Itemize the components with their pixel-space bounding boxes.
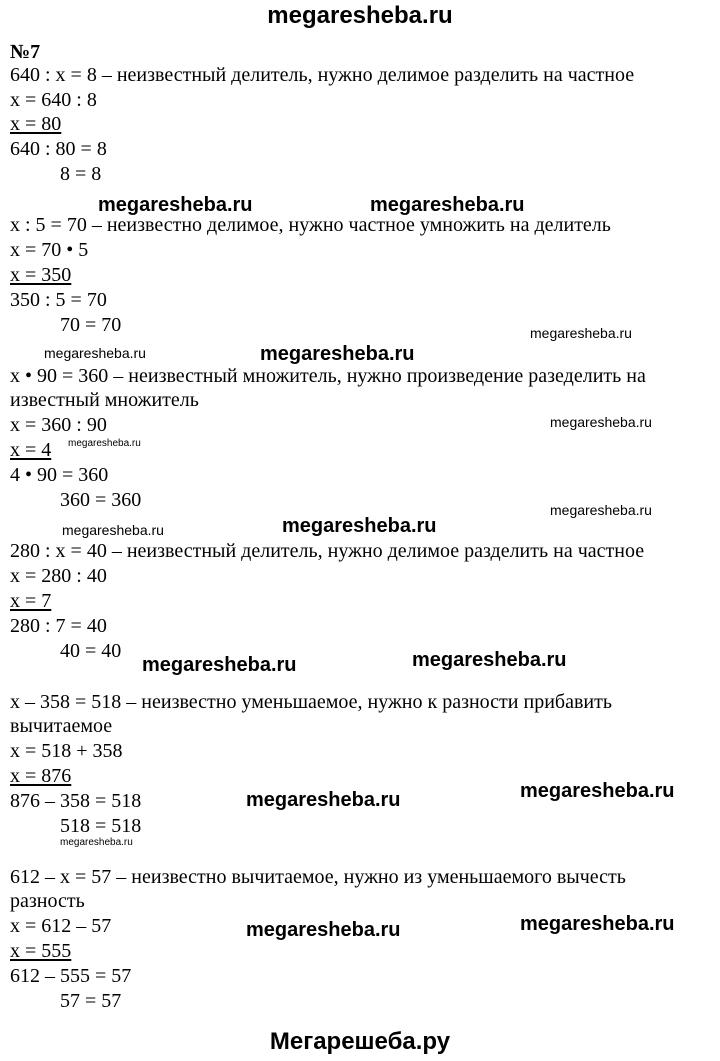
equation-line: 612 – x = 57 – неизвестно вычитаемое, нужно из уменьшаемого вычесть <box>10 866 626 888</box>
equation-line: x – 358 = 518 – неизвестно уменьшаемое, нужно к разности прибавить <box>10 691 612 713</box>
watermark: megaresheba.ru <box>246 919 401 941</box>
watermark: megaresheba.ru <box>68 438 141 449</box>
check-line: 4 • 90 = 360 <box>10 464 109 486</box>
answer-line: x = 4 <box>10 439 52 461</box>
equation-line: 640 : x = 8 – неизвестный делитель, нужно делимое разделить на частное <box>10 64 635 86</box>
answer-line: x = 876 <box>10 765 72 787</box>
equation-line: x = 518 + 358 <box>10 740 123 762</box>
watermark: megaresheba.ru <box>550 414 652 430</box>
watermark: megaresheba.ru <box>550 502 652 518</box>
watermark: megaresheba.ru <box>412 649 567 671</box>
check-line: 8 = 8 <box>60 163 102 185</box>
answer-line: x = 7 <box>10 590 52 612</box>
check-line: 350 : 5 = 70 <box>10 289 107 311</box>
watermark: megaresheba.ru <box>370 194 525 216</box>
equation-line: x • 90 = 360 – неизвестный множитель, нужно произведение разеделить на <box>10 365 646 387</box>
watermark: megaresheba.ru <box>60 837 133 848</box>
check-line: 360 = 360 <box>60 489 142 511</box>
watermark: megaresheba.ru <box>62 522 164 538</box>
equation-line: x = 70 • 5 <box>10 239 89 261</box>
watermark: megaresheba.ru <box>530 325 632 341</box>
check-line: 640 : 80 = 8 <box>10 138 107 160</box>
equation-line: известный множитель <box>10 389 199 411</box>
site-header: megaresheba.ru <box>267 2 453 29</box>
equation-line: разность <box>10 890 85 912</box>
task-number: №7 <box>10 41 41 63</box>
check-line: 280 : 7 = 40 <box>10 615 107 637</box>
equation-line: x = 360 : 90 <box>10 414 107 436</box>
site-footer: Мегарешеба.ру <box>269 1028 451 1055</box>
equation-line: вычитаемое <box>10 715 113 737</box>
watermark: megaresheba.ru <box>44 345 146 361</box>
watermark: megaresheba.ru <box>520 780 675 802</box>
watermark: megaresheba.ru <box>282 515 437 537</box>
check-line: 612 – 555 = 57 <box>10 965 132 987</box>
equation-line: x = 280 : 40 <box>10 565 107 587</box>
check-line: 876 – 358 = 518 <box>10 790 142 812</box>
check-line: 57 = 57 <box>60 990 122 1012</box>
check-line: 40 = 40 <box>60 640 122 662</box>
check-line: 518 = 518 <box>60 815 142 837</box>
check-line: 70 = 70 <box>60 314 122 336</box>
watermark: megaresheba.ru <box>98 194 253 216</box>
watermark: megaresheba.ru <box>142 654 297 676</box>
equation-line: x = 640 : 8 <box>10 89 97 111</box>
answer-line: x = 350 <box>10 264 72 286</box>
watermark: megaresheba.ru <box>246 789 401 811</box>
equation-line: 280 : x = 40 – неизвестный делитель, нужно делимое разделить на частное <box>10 540 645 562</box>
equation-line: x : 5 = 70 – неизвестно делимое, нужно частное умножить на делитель <box>10 214 611 236</box>
watermark: megaresheba.ru <box>520 913 675 935</box>
equation-line: x = 612 – 57 <box>10 915 112 937</box>
answer-line: x = 555 <box>10 940 72 962</box>
watermark: megaresheba.ru <box>260 343 415 365</box>
answer-line: x = 80 <box>10 113 62 135</box>
